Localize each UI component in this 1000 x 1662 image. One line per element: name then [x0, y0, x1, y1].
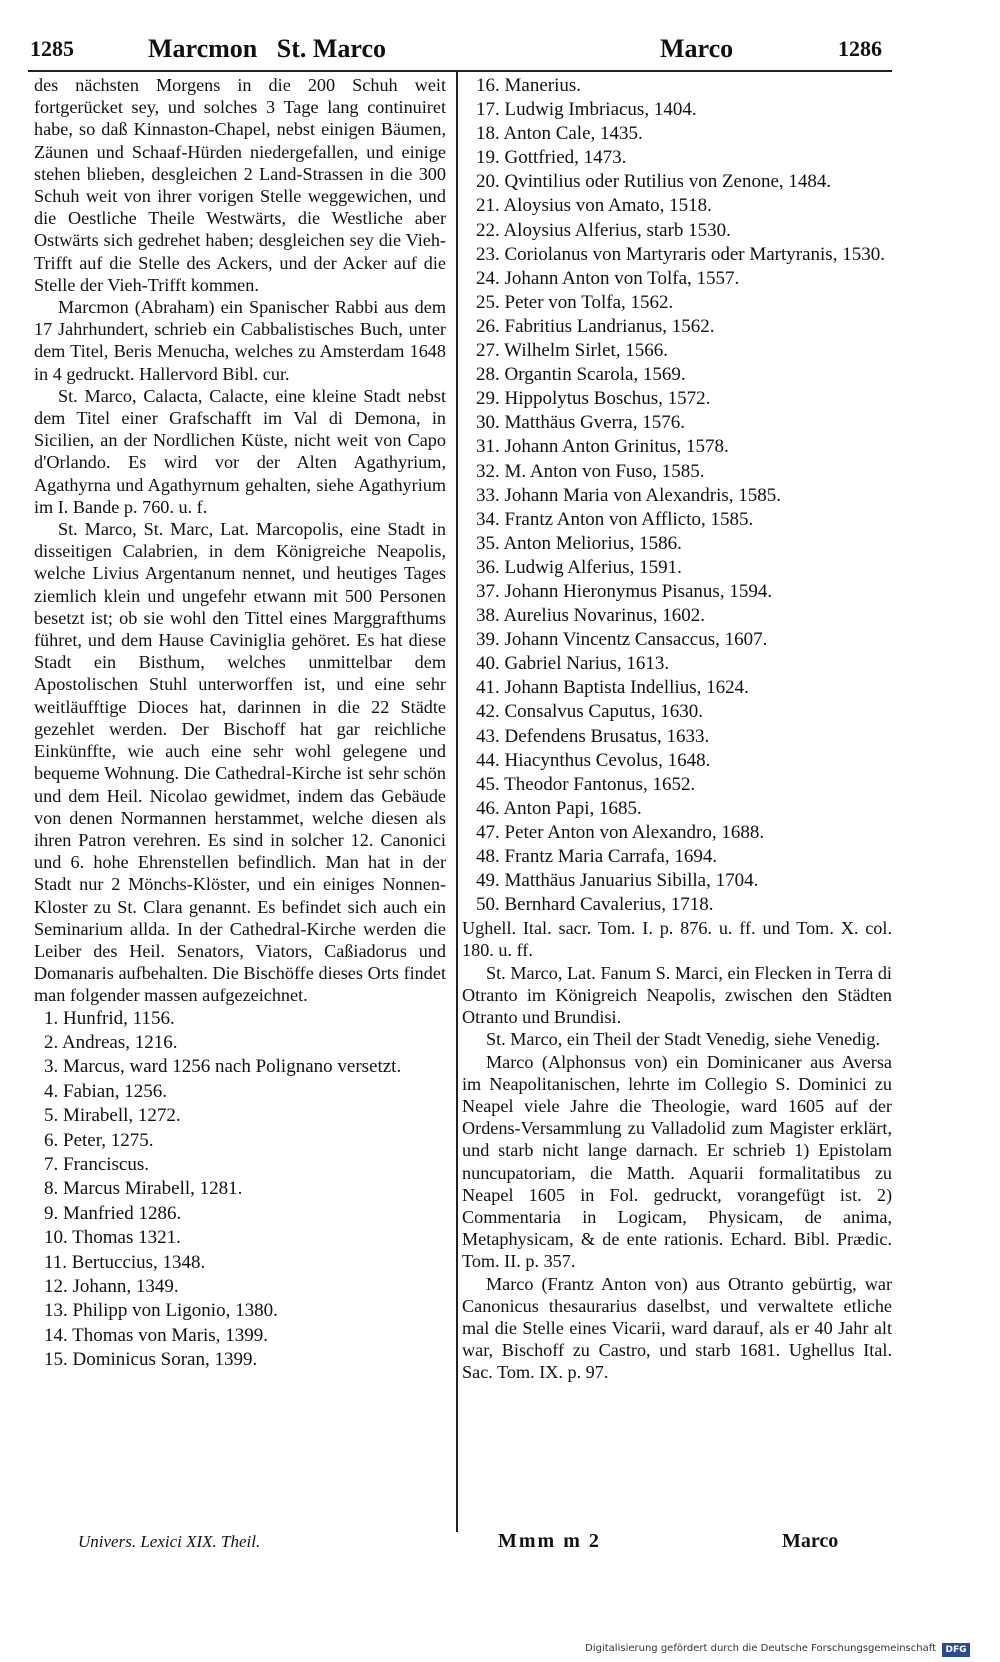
list-item: 24. Johann Anton von Tolfa, 1557. — [476, 267, 740, 289]
list-item: 49. Matthäus Januarius Sibilla, 1704. — [476, 870, 759, 892]
list-item: 14. Thomas von Maris, 1399. — [44, 1324, 268, 1346]
bishop-list-right — [462, 74, 892, 917]
list-item: 11. Bertuccius, 1348. — [44, 1251, 206, 1273]
list-item: 46. Anton Papi, 1685. — [476, 797, 642, 819]
page-number-right: 1286 — [838, 36, 882, 61]
list-item: 44. Hiacynthus Cevolus, 1648. — [476, 749, 711, 771]
list-item: 35. Anton Meliorius, 1586. — [476, 532, 682, 554]
footer-signature: Mmm m 2 — [498, 1530, 601, 1552]
list-item: 3. Marcus, ward 1256 nach Polignano versetzt. — [44, 1056, 402, 1078]
right-column — [462, 74, 892, 1384]
list-item: 26. Fabritius Landrianus, 1562. — [476, 315, 715, 337]
list-item: 47. Peter Anton von Alexandro, 1688. — [476, 821, 765, 843]
left-column — [34, 74, 446, 1373]
list-item: 8. Marcus Mirabell, 1281. — [44, 1178, 243, 1200]
list-item: 33. Johann Maria von Alexandris, 1585. — [476, 484, 782, 506]
list-item: 36. Ludwig Alferius, 1591. — [476, 556, 682, 578]
list-item: 45. Theodor Fantonus, 1652. — [476, 773, 696, 795]
list-item: 40. Gabriel Narius, 1613. — [476, 653, 670, 675]
list-item: 50. Bernhard Cavalerius, 1718. — [476, 894, 714, 916]
list-item: 6. Peter, 1275. — [44, 1129, 154, 1151]
list-item: 31. Johann Anton Grinitus, 1578. — [476, 436, 729, 458]
header-keyword-right: Marco — [660, 34, 734, 63]
list-item: 28. Organtin Scarola, 1569. — [476, 364, 686, 386]
list-item: 29. Hippolytus Boschus, 1572. — [476, 388, 711, 410]
list-item: 42. Consalvus Caputus, 1630. — [476, 701, 703, 723]
list-item: 20. Qvintilius oder Rutilius von Zenone, 1484. — [476, 171, 832, 193]
entry-marcmon: Marcmon (Abraham) ein Spanischer Rabbi aus dem 17 Jahrhundert, schrieb ein Cabbalistisches Buch, unter dem Titel, Beris Menucha, welches zu Amsterdam 1648 in 4 gedruckt. Hallervord Bibl. cur. — [34, 297, 446, 384]
list-item: 37. Johann Hieronymus Pisanus, 1594. — [476, 580, 773, 602]
list-item: 13. Philipp von Ligonio, 1380. — [44, 1300, 278, 1322]
list-item: 10. Thomas 1321. — [44, 1227, 181, 1249]
list-item: 21. Aloysius von Amato, 1518. — [476, 195, 712, 217]
column-divider — [456, 72, 458, 1532]
list-item: 4. Fabian, 1256. — [44, 1080, 167, 1102]
entry-marco-alphonsus: Marco (Alphonsus von) ein Dominicaner aus Aversa im Neapolitanischen, lehrte im Collegio S. Dominici zu Neapel viele Jahre die Theologie, ward 1605 auf der Ordens-Versammlung zu Valladolid zum Magister erklärt, und starb nicht lange darnach. Er schrieb 1) Epistolam nuncupatoriam, die Matth. Aquarii formalitatibus zu Neapel 1605 in Fol. gedruckt, vorangefügt ist. 2) Commentaria in Logicam, Physicam, de anima, Metaphysicam, & de ente rationis. Echard. Bibl. Prædic. Tom. II. p. 357. — [462, 1051, 892, 1272]
entry-st-marco-calabria: St. Marco, St. Marc, Lat. Marcopolis, eine Stadt in disseitigen Calabrien, in dem Königreiche Neapolis, welche Livius Argentanum nennet, und heutiges Tages ziemlich klein und ungefehr etwann mit 500 Personen besetzt ist; ob sie wohl den Tittel eines Marggrafthums führet, und dem Hause Caviniglia gehöret. Es hat diese Stadt ein Bisthum, welches unmittelbar dem Apostolischen Stuhl unterworffen ist, und eine sehr weitläufftige Dioces hat, darinnen in die 22 Städte gezehlet werden. Der Bischoff hat gar reichliche Einkünffte, wie auch eine sehr wohl gelegene und bequeme Wohnung. Die Cathedral-Kirche ist sehr schön und dem Heil. Nicolao gewidmet, indem das Gebäude von denen Normannen herstammet, welche diesen als ihren Patron verehren. Es sind in solcher 12. Canonici und 6. hohe Ehrenstellen befindlich. Man hat in der Stadt nur 2 Mönchs-Klöster, und ein einiges Nonnen-Kloster zu St. Clara genannt. Es befindet sich auch ein Seminarium allda. In der Cathedral-Kirche werden die Leiber des Heil. Senators, Viators, Caßiadorus und Domanaris aufbehalten. Die Bischöffe dieses Orts findet man folgender massen aufgezeichnet. — [34, 519, 446, 1006]
list-item: 18. Anton Cale, 1435. — [476, 123, 643, 145]
list-item: 32. M. Anton von Fuso, 1585. — [476, 460, 705, 482]
entry-marco-frantz-anton: Marco (Frantz Anton von) aus Otranto gebürtig, war Canonicus thesaurarius daselbst, und verwaltete etliche mal die Stelle eines Vicarii, ward darauf, als er 40 Jahr alt war, Bischoff zu Castro, und starb 1681. Ughellus Ital. Sac. Tom. IX. p. 97. — [462, 1273, 892, 1383]
list-item: 16. Manerius. — [476, 75, 582, 96]
running-header — [30, 34, 890, 68]
paragraph-continuation: des nächsten Morgens in die 200 Schuh weit fortgerücket sey, und solches 3 Tage lang continuiret habe, so daß Kinnaston-Chapel, nebst einigen Bäumen, Zäunen und Schaaf-Hürden niedergefallen, und einige stehen blieben, desgleichen 2 Land-Strassen in die 300 Schuh weit von ihrer vorigen Stelle weggewichen, und die Oestliche Theile Westwärts, die Westliche aber Ostwärts sich gedrehet haben; desgleichen sey die Vieh-Trifft auf die Stelle des Ackers, und der Acker auf die Stelle der Vieh-Trifft kommen. — [34, 75, 446, 295]
header-keyword-left: Marcmon St. Marco — [148, 34, 387, 63]
dfg-logo-text: DFG — [945, 1645, 967, 1655]
footer-volume-note: Univers. Lexici XIX. Theil. — [78, 1532, 261, 1551]
list-item: 27. Wilhelm Sirlet, 1566. — [476, 340, 669, 362]
citation-ughell: Ughell. Ital. sacr. Tom. I. p. 876. u. ff. und Tom. X. col. 180. u. ff. — [462, 918, 892, 961]
list-item: 34. Frantz Anton von Afflicto, 1585. — [476, 508, 754, 530]
list-item: 30. Matthäus Gverra, 1576. — [476, 412, 685, 434]
list-item: 15. Dominicus Soran, 1399. — [44, 1349, 258, 1371]
list-item: 39. Johann Vincentz Cansaccus, 1607. — [476, 629, 768, 651]
page-number-left: 1285 — [30, 36, 74, 61]
list-item: 43. Defendens Brusatus, 1633. — [476, 725, 710, 747]
list-item: 22. Aloysius Alferius, starb 1530. — [476, 219, 731, 241]
list-item: 48. Frantz Maria Carrafa, 1694. — [476, 846, 718, 867]
list-item: 1. Hunfrid, 1156. — [44, 1007, 175, 1029]
entry-st-marco-venedig: St. Marco, ein Theil der Stadt Venedig, siehe Venedig. — [486, 1029, 880, 1050]
list-item: 23. Coriolanus von Martyraris oder Martyranis, 1530. — [476, 243, 885, 265]
entry-st-marco-otranto: St. Marco, Lat. Fanum S. Marci, ein Flecken in Terra di Otranto im Königreich Neapolis, zwischen den Städten Otranto und Brundisi. — [462, 962, 892, 1028]
dfg-logo — [942, 1643, 970, 1657]
list-item: 25. Peter von Tolfa, 1562. — [476, 291, 674, 313]
list-item: 9. Manfried 1286. — [44, 1202, 182, 1224]
list-item: 12. Johann, 1349. — [44, 1276, 179, 1297]
digitization-credit: Digitalisierung gefördert durch die Deutsche Forschungsgemeinschaft — [585, 1643, 936, 1654]
footer-catchword: Marco — [782, 1530, 839, 1552]
entry-st-marco-sicily: St. Marco, Calacta, Calacte, eine kleine Stadt nebst dem Titel einer Grafschafft im Val di Demona, in Sicilien, an der Nordlichen Küste, nicht weit von Capo d'Orlando. Es wird vor der Alten Agathyrium, Agathyrna und Agathyrnum gehalten, siehe Agathyrium im I. Bande p. 760. u. f. — [34, 385, 446, 517]
list-item: 2. Andreas, 1216. — [44, 1031, 178, 1053]
header-rule — [28, 70, 892, 72]
bishop-list-left — [34, 1007, 446, 1373]
list-item: 38. Aurelius Novarinus, 1602. — [476, 605, 706, 627]
list-item: 17. Ludwig Imbriacus, 1404. — [476, 99, 697, 121]
list-item: 5. Mirabell, 1272. — [44, 1105, 181, 1127]
list-item: 41. Johann Baptista Indellius, 1624. — [476, 677, 749, 699]
list-item: 19. Gottfried, 1473. — [476, 147, 627, 169]
list-item: 7. Franciscus. — [44, 1153, 150, 1175]
